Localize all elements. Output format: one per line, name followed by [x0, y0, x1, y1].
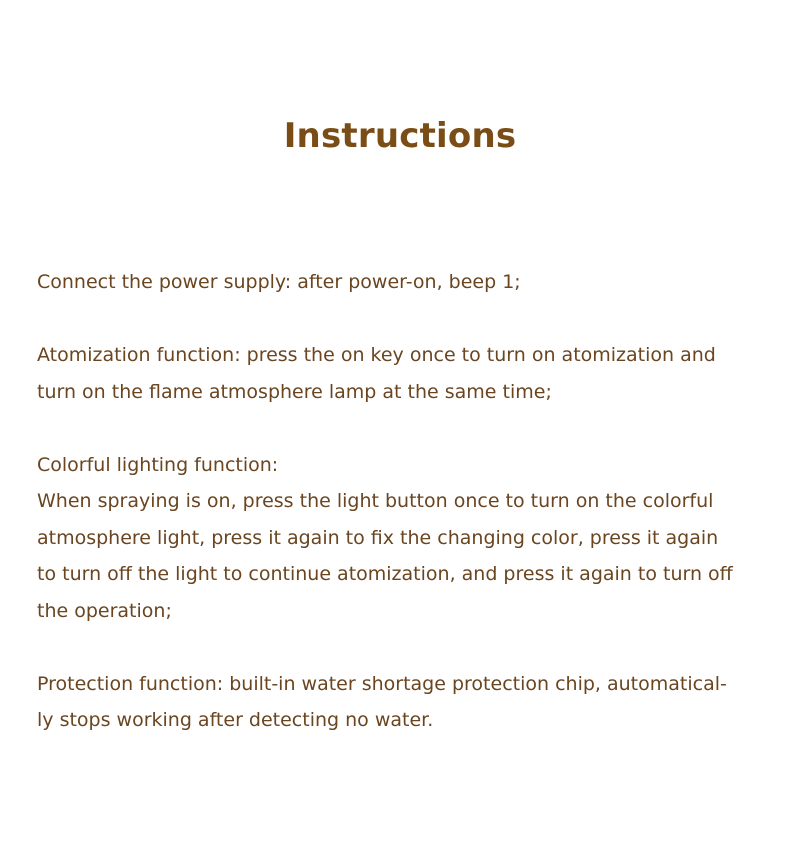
instruction-line: When spraying is on, press the light button once to turn on the colorful [37, 490, 714, 512]
instruction-line: the operation; [37, 599, 172, 622]
instruction-line: Connect the power supply: after power-on, beep 1; [37, 271, 521, 293]
instruction-colorful-lighting [37, 447, 769, 630]
instruction-power-supply [37, 264, 769, 301]
instruction-line: Colorful lighting function: [37, 453, 279, 476]
instruction-line: Atomization function: press the on key once to turn on atomization and [37, 344, 716, 366]
instruction-line: atmosphere light, press it again to fix the changing color, press it again [37, 526, 719, 549]
instruction-line: ly stops working after detecting no water. [37, 709, 434, 731]
instructions-body [37, 264, 769, 775]
instruction-line: to turn off the light to continue atomization, and press it again to turn off [37, 563, 733, 585]
instruction-atomization [37, 337, 769, 410]
instruction-protection [37, 666, 769, 739]
page-title: Instructions [283, 116, 517, 156]
instruction-line: Protection function: built-in water shortage protection chip, automatical- [37, 672, 727, 695]
instruction-line: turn on the flame atmosphere lamp at the same time; [37, 380, 552, 403]
